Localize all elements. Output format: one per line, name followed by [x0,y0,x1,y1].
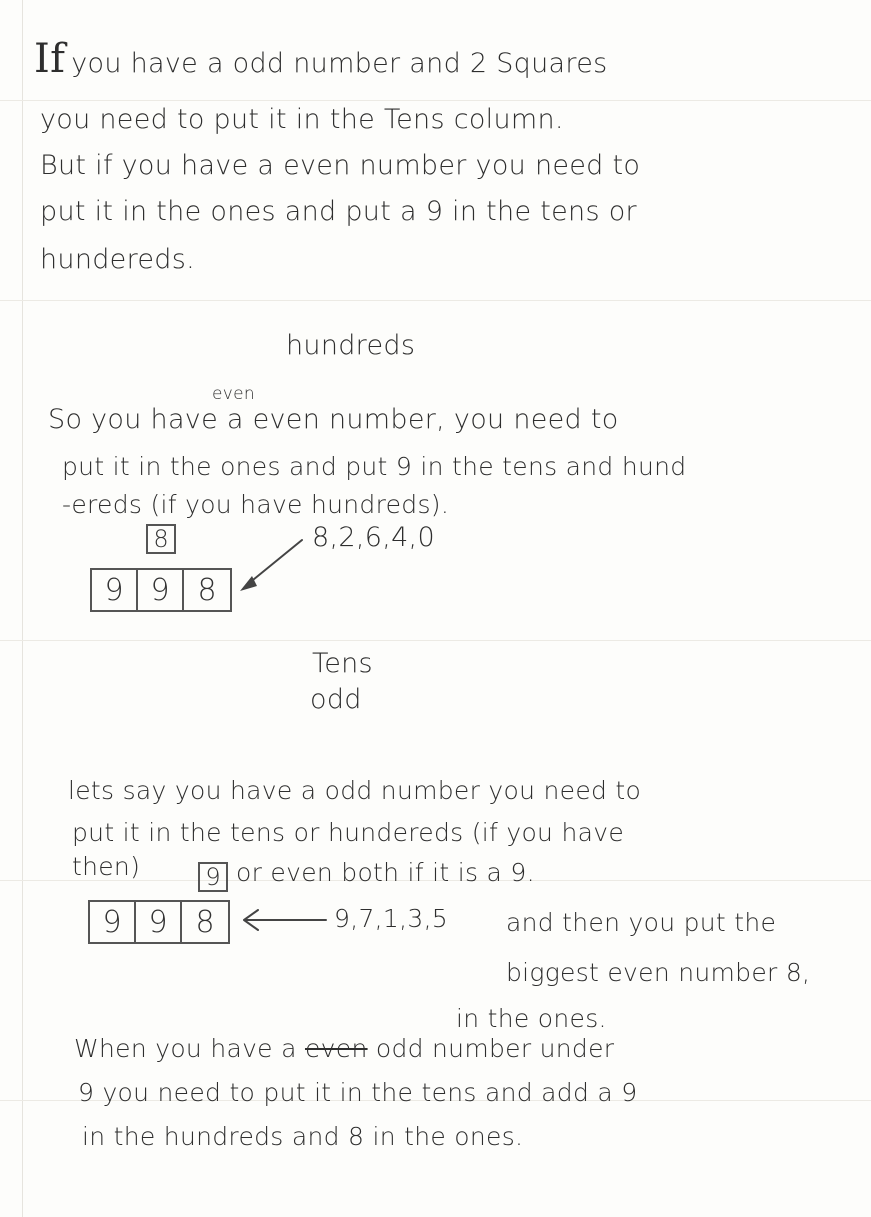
intro-line-4: put it in the ones and put a 9 in the tens or [40,196,637,227]
tens-line-3-end: or even both if it is a 9. [236,858,535,887]
intro-line-3: But if you have a even number you need to [40,150,641,181]
tens-arrow [244,910,326,930]
hundreds-arrow [240,540,302,591]
tens-after-arrow-1: and then you put the [506,908,777,937]
closing-line-2: 9 you need to put it in the tens and add a 9 [78,1078,638,1107]
hundreds-box-digit: 8 [197,572,217,608]
tens-subheading: odd [310,684,362,715]
hundreds-arrow-label: 8,2,6,4,0 [312,522,435,553]
intro-line-1-text: you have a odd number and 2 Squares [71,48,608,79]
intro-line-5: hundereds. [40,244,195,275]
hundreds-small-box-digit: 8 [153,525,169,553]
tens-heading: Tens [312,648,373,679]
hundreds-line-3: -ereds (if you have hundreds). [62,490,450,519]
tens-box-digit: 8 [195,904,215,940]
hundreds-box-digit: 9 [104,572,124,608]
intro-first-letter: If [34,36,66,82]
closing-line-1-start: When you have a [74,1034,297,1063]
tens-box-digit: 9 [148,904,168,940]
hundreds-line-1: So you have a even number, you need to [48,404,619,435]
closing-struck-word: even [304,1034,368,1063]
tens-small-box-digit: 9 [205,863,221,891]
tens-after-arrow-3: in the ones. [456,1004,607,1033]
tens-line-1: lets say you have a odd number you need to [68,776,642,805]
hundreds-insert-word: even [212,384,255,404]
closing-line-1-end: odd number under [375,1034,615,1063]
tens-after-arrow-2: biggest even number 8, [506,958,811,987]
hundreds-line-2: put it in the ones and put 9 in the tens and hund [62,452,687,481]
closing-line-3: in the hundreds and 8 in the ones. [82,1122,524,1151]
hundreds-heading: hundreds [286,330,416,361]
intro-line-2: you need to put it in the Tens column. [40,104,564,135]
hundreds-box-digit: 9 [150,572,170,608]
tens-line-2: put it in the tens or hundereds (if you have [72,818,624,847]
tens-box-digit: 9 [102,904,122,940]
tens-arrow-label: 9,7,1,3,5 [334,904,449,933]
tens-line-3-start: then) [72,852,141,881]
